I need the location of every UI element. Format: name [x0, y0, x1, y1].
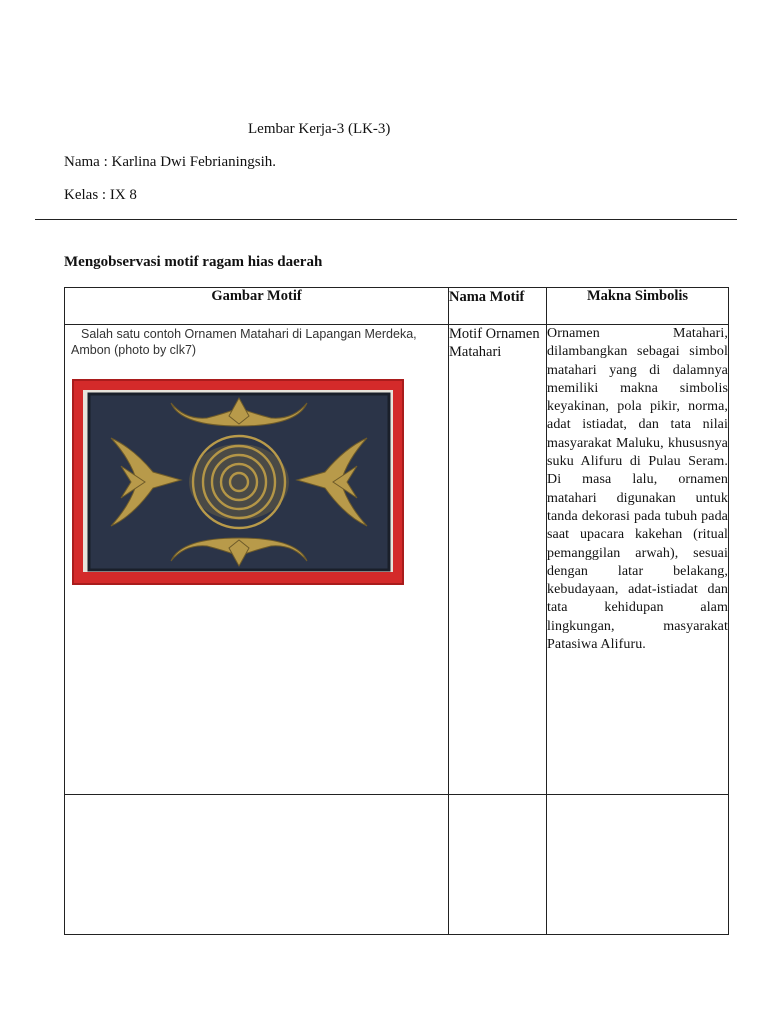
ornament-matahari-photo — [71, 378, 405, 586]
header-gambar-motif: Gambar Motif — [65, 288, 449, 325]
meaning-cell: Ornamen Matahari, dilambangkan sebagai simbol matahari yang di dalamnya memiliki makna simbolis keyakinan, pola pikir, norma, adat istiadat, dan tata nilai masyarakat Maluku, khususnya suku Alifuru di Pulau Seram. Di masa lalu, ornamen matahari digunakan untuk tanda dekorasi pada tubuh pada saat upacara kakehan (ritual pemanggilan arwah), sesuai dengan latar belakang, kebudayaan, adat-istiadat dan tata kehidupan alam lingkungan, masyarakat Patasiwa Alifuru. — [547, 325, 729, 795]
empty-meaning-cell — [547, 795, 729, 935]
table-header-row — [65, 288, 729, 325]
student-name: Nama : Karlina Dwi Febrianingsih. — [64, 154, 277, 170]
empty-name-cell — [449, 795, 547, 935]
image-cell — [65, 325, 449, 795]
motif-name-cell: Motif Ornamen Matahari — [449, 325, 547, 795]
section-title: Mengobservasi motif ragam hias daerah — [64, 254, 323, 270]
caption-text: Salah satu contoh Ornamen Matahari di Lapangan Merdeka, Ambon (photo by clk7) — [71, 327, 417, 357]
table-row — [65, 325, 729, 795]
table-row — [65, 795, 729, 935]
header-makna-simbolis: Makna Simbolis — [547, 288, 729, 325]
header-nama-motif: Nama Motif — [449, 288, 547, 325]
divider — [35, 219, 737, 220]
empty-image-cell — [65, 795, 449, 935]
student-class: Kelas : IX 8 — [64, 187, 137, 203]
worksheet-title: Lembar Kerja-3 (LK-3) — [248, 121, 391, 137]
image-caption — [65, 325, 448, 358]
motif-table — [64, 287, 729, 935]
